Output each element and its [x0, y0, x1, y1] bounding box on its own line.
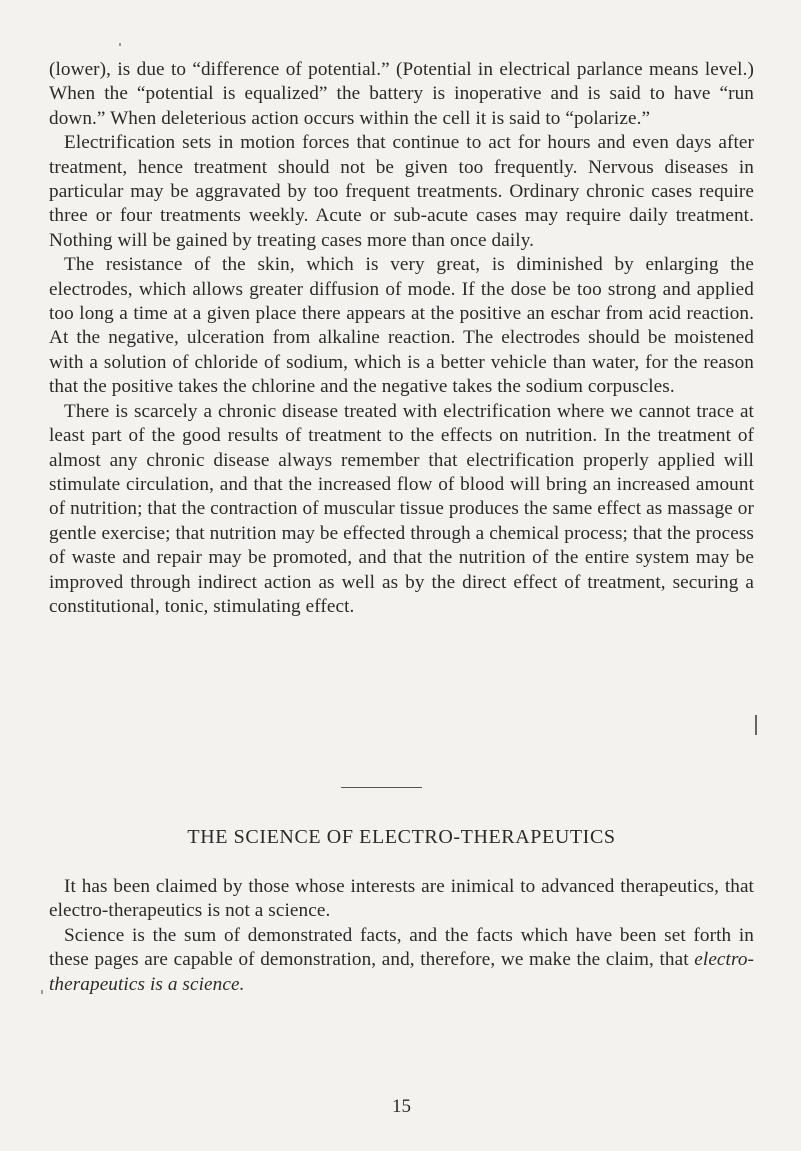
paragraph-electrification-frequency: Electrification sets in motion forces that continue to act for hours and even days after treatment, hence treatment should not be given too frequently. Nervous diseases in particular may be aggravated by too frequent treatments. Ordinary chronic cases require three or four treatments weekly. Acute or sub-acute cases may require daily treatment. Nothing will be gained by treating cases more than once daily.: [49, 132, 754, 251]
print-speck: [41, 990, 43, 994]
page-number: 15: [392, 1096, 411, 1117]
paragraph-science-definition: [49, 924, 754, 997]
paragraph-claim: It has been claimed by those whose interests are inimical to advanced therapeutics, that electro-therapeutics is not a science.: [49, 876, 754, 922]
section-divider-rule: [341, 787, 422, 788]
print-speck: [755, 715, 757, 735]
science-definition-text: Science is the sum of demonstrated facts, and the facts which have been set forth in these pages are capable of demonstration, and, therefore, we make the claim, that: [49, 924, 754, 971]
closing-italic-statement: electro-therapeutics is a science.: [49, 949, 755, 995]
body-text-top: [49, 58, 754, 619]
body-text-bottom: [49, 875, 754, 997]
paragraph-skin-resistance: The resistance of the skin, which is very great, is diminished by enlarging the electrodes, which allows greater diffusion of mode. If the dose be too strong and applied too long a time at a given place there appears at the positive an eschar from acid reaction. At the negative, ulceration from alkaline reaction. The electrodes should be moistened with a solution of chloride of sodium, which is a better vehicle than water, for the reason that the positive takes the chlorine and the negative takes the sodium corpuscles.: [49, 254, 754, 398]
paragraph-potential: (lower), is due to “difference of potential.” (Potential in electrical parlance means level.) When the “potential is equalized” the battery is inoperative and is said to have “run down.” When deleterious action occurs within the cell it is said to “polarize.”: [49, 59, 754, 129]
section-heading: THE SCIENCE OF ELECTRO-THERAPEUTICS: [187, 826, 616, 848]
paragraph-nutrition: There is scarcely a chronic disease treated with electrification where we cannot trace at least part of the good results of treatment to the effects on nutrition. In the treatment of almost any chronic disease always remember that electrification properly applied will stimulate circulation, and that the increased flow of blood will bring an increased amount of nutrition; that the contraction of muscular tissue produces the same effect as massage or gentle exercise; that nutrition may be effected through a chemical process; that the process of waste and repair may be promoted, and that the nutrition of the entire system may be improved through indirect action as well as by the direct effect of treatment, securing a constitutional, tonic, stimulating effect.: [49, 400, 754, 617]
print-speck: [119, 43, 121, 46]
